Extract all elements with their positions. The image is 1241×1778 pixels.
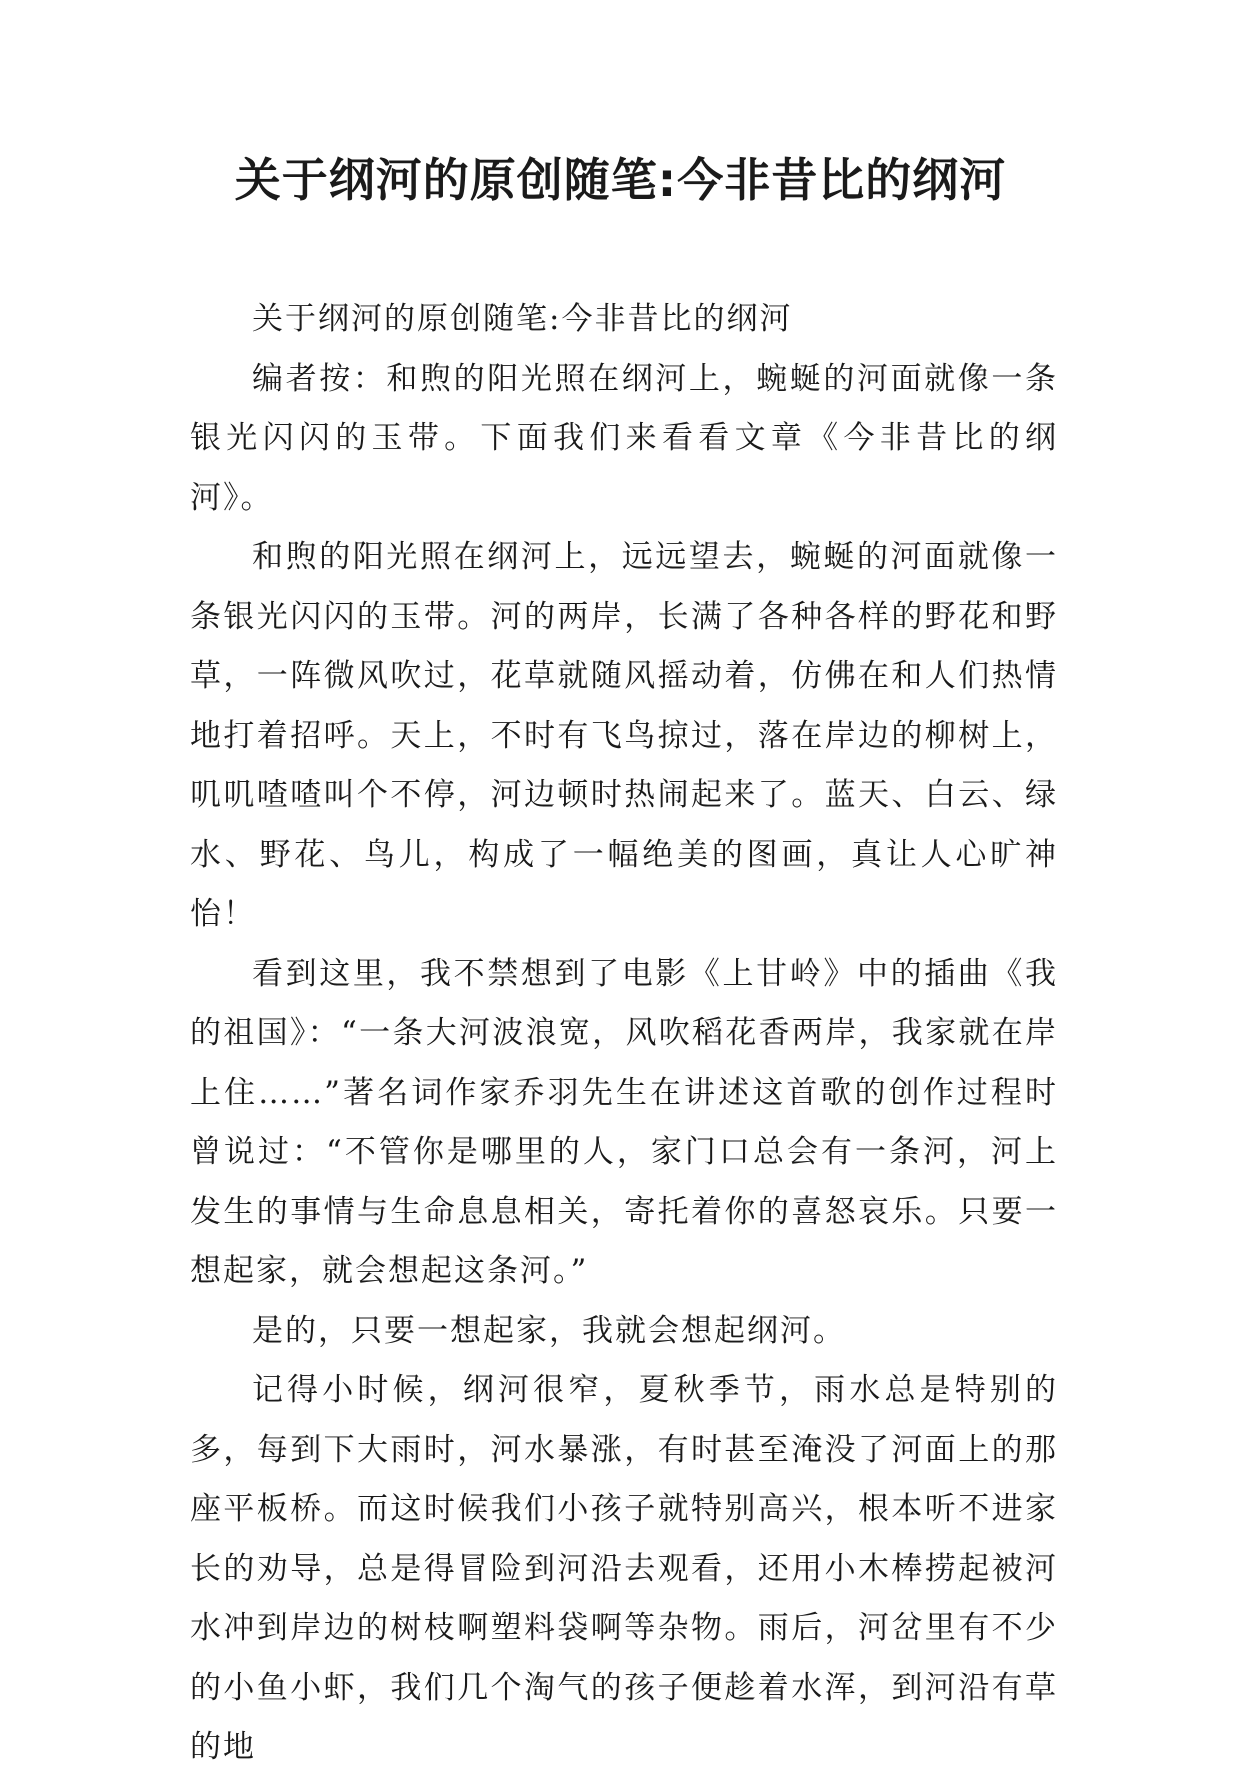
paragraph-song-quote: 看到这里，我不禁想到了电影《上甘岭》中的插曲《我的祖国》：“一条大河波浪宽，风吹稻花香两岸，我家就在岸上住……”著名词作家乔羽先生在讲述这首歌的创作过程时曾说过：“不管你是哪里的人，家门口总会有一条河，河上发生的事情与生命息息相关，寄托着你的喜怒哀乐。只要一想起家，就会想起这条河。” — [190, 955, 1058, 1289]
paragraph-editor-note: 编者按：和煦的阳光照在纲河上，蜿蜒的河面就像一条银光闪闪的玉带。下面我们来看看文章《今非昔比的纲河》。 — [190, 360, 1058, 516]
paragraph-childhood: 记得小时候，纲河很窄，夏秋季节，雨水总是特别的多，每到下大雨时，河水暴涨，有时甚至淹没了河面上的那座平板桥。而这时候我们小孩子就特别高兴，根本听不进家长的劝导，总是得冒险到河沿去观看，还用小木棒捞起被河水冲到岸边的树枝啊塑料袋啊等杂物。雨后，河岔里有不少的小鱼小虾，我们几个淘气的孩子便趁着水浑，到河沿有草的地 — [190, 1372, 1058, 1765]
paragraph-subtitle: 关于纲河的原创随笔:今非昔比的纲河 — [252, 301, 793, 337]
document-title: 关于纲河的原创随笔:今非昔比的纲河 — [234, 153, 1007, 207]
paragraph-river-scene: 和煦的阳光照在纲河上，远远望去，蜿蜒的河面就像一条银光闪闪的玉带。河的两岸，长满了各种各样的野花和野草，一阵微风吹过，花草就随风摇动着，仿佛在和人们热情地打着招呼。天上，不时有飞鸟掠过，落在岸边的柳树上，叽叽喳喳叫个不停，河边顿时热闹起来了。蓝天、白云、绿水、野花、鸟儿，构成了一幅绝美的图画，真让人心旷神怡！ — [190, 539, 1058, 932]
document-body — [190, 290, 1058, 1778]
paragraph-remember-home: 是的，只要一想起家，我就会想起纲河。 — [252, 1312, 846, 1349]
